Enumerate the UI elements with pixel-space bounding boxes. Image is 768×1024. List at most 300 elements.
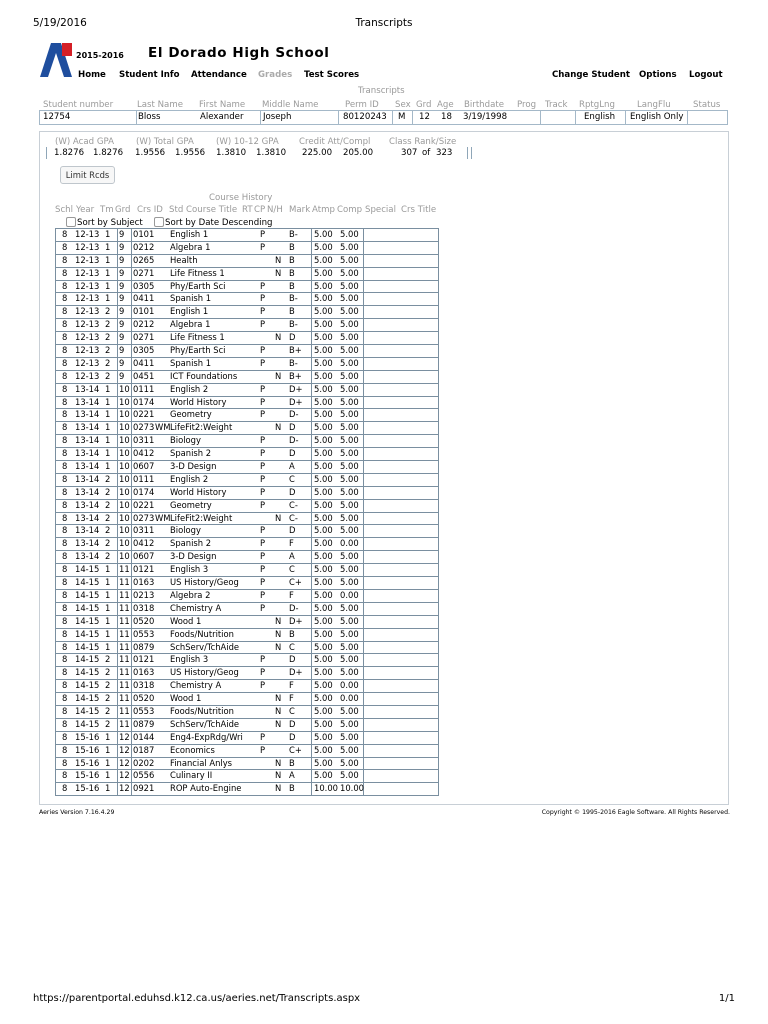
cell-course-title: English 3 [170,654,209,665]
cell-schl: 8 [62,538,68,549]
cell-nh: N [275,770,282,781]
cell-crs-id: 0553 [133,628,155,639]
col-special[interactable]: Special [365,205,396,215]
cell-crs-id: 0221 [133,499,155,510]
cell-comp: 5.00 [340,409,359,420]
cell-tm: 1 [105,783,111,794]
cell-course-title: World History [170,396,227,407]
cell-cp: P [260,306,266,317]
cell-tm: 2 [105,538,111,549]
table-row [56,473,438,486]
cell-tm: 1 [105,589,111,600]
course-history-title: Course History [209,193,273,203]
cell-schl: 8 [62,693,68,704]
cell-grd: 10 [119,409,130,420]
cell-atmp: 5.00 [314,293,333,304]
table-row [56,447,438,460]
cell-grd: 11 [119,602,130,613]
cell-course-title: US History/Geog [170,667,239,678]
cell-tm: 2 [105,332,111,343]
cell-crs-id: 0921 [133,783,155,794]
cell-grd: 9 [119,229,125,239]
cell-mark: B- [289,357,298,368]
cell-nh: N [275,783,282,794]
cell-tm: 1 [105,241,111,252]
nav-attendance[interactable]: Attendance [191,70,247,80]
cell-atmp: 5.00 [314,654,333,665]
cell-atmp: 5.00 [314,396,333,407]
cell-tm: 2 [105,654,111,665]
cell-atmp: 5.00 [314,473,333,484]
cell-crs-id: 0607 [133,551,155,562]
cell-atmp: 5.00 [314,332,333,343]
cell-cp: P [260,525,266,536]
cell-comp: 5.00 [340,280,359,291]
cell-grd: 11 [119,641,130,652]
cell-year: 13-14 [75,486,100,497]
table-row [56,653,438,666]
cell-comp: 5.00 [340,383,359,394]
col-crs-title[interactable]: Crs Title [401,205,437,215]
cell-schl: 8 [62,667,68,678]
cell-course-title: Eng4-ExpRdg/Wri [170,731,243,742]
cell-tm: 1 [105,254,111,265]
cell-mark: A [289,461,295,472]
cell-course-title: Phy/Earth Sci [170,345,226,356]
cell-cp: P [260,499,266,510]
cell-crs-id: 0174 [133,486,155,497]
cell-mark: D+ [289,615,303,626]
hdr-last-name: Last Name [137,100,183,110]
cell-grd: 10 [119,422,130,433]
cell-schl: 8 [62,744,68,755]
cell-atmp: 5.00 [314,409,333,420]
cell-crs-id: 0174 [133,396,155,407]
cell-comp: 5.00 [340,512,359,523]
cell-mark: D [289,525,296,536]
cell-tm: 1 [105,383,111,394]
cell-mark: B [289,267,295,278]
cell-mark: A [289,551,295,562]
cell-course-title: World History [170,486,227,497]
hdr-total-gpa: (W) Total GPA [136,137,194,147]
table-row [56,499,438,512]
col-grd[interactable]: Grd [115,205,131,215]
print-title: Transcripts [355,17,413,29]
cell-course-title: Geometry [170,499,212,510]
grade: 12 [419,112,430,122]
cell-atmp: 5.00 [314,383,333,394]
class-size: 323 [436,148,453,158]
cell-atmp: 5.00 [314,577,333,588]
cell-mark: D [289,332,296,343]
cell-course-title: 3-D Design [170,461,217,472]
table-row [56,267,438,280]
cell-tm: 2 [105,667,111,678]
cell-grd: 9 [119,345,125,356]
cell-comp: 5.00 [340,564,359,575]
limit-records-button[interactable]: Limit Rcds [60,166,115,184]
cell-comp: 5.00 [340,718,359,729]
cell-grd: 12 [119,757,130,768]
cell-crs-id: 0271 [133,267,155,278]
col-crs-id[interactable]: Crs ID [137,205,163,215]
cell-course-title: Foods/Nutrition [170,628,234,639]
cell-grd: 9 [119,332,125,343]
table-row [56,357,438,370]
cell-year: 14-15 [75,615,100,626]
cell-tm: 1 [105,564,111,575]
nav-student-info[interactable]: Student Info [119,70,180,80]
cell-mark: D- [289,409,299,420]
cell-mark: D+ [289,383,303,394]
cell-schl: 8 [62,370,68,381]
cell-cp: P [260,293,266,304]
hdr-rptglng: RptgLng [579,100,615,110]
cell-tm: 1 [105,757,111,768]
cell-comp: 5.00 [340,241,359,252]
nav-home[interactable]: Home [78,70,106,80]
cell-cp: P [260,241,266,252]
table-row [56,550,438,563]
cell-crs-id: 0556 [133,770,155,781]
col-nh[interactable]: N/H [267,205,283,215]
cell-year: 12-13 [75,370,100,381]
table-row [56,280,438,293]
cell-schl: 8 [62,422,68,433]
col-cp[interactable]: CP [254,205,266,215]
cell-grd: 11 [119,615,130,626]
cell-schl: 8 [62,409,68,420]
cell-course-title: Wood 1 [170,615,202,626]
gpa-1012-weighted: 1.3810 [216,148,247,158]
nav-logout[interactable]: Logout [689,70,723,80]
cell-comp: 5.00 [340,731,359,742]
cell-comp: 5.00 [340,641,359,652]
cell-cp: P [260,577,266,588]
table-row [56,692,438,705]
table-row [56,512,438,525]
course-history-table [55,228,439,796]
cell-schl: 8 [62,435,68,446]
cell-schl: 8 [62,551,68,562]
cell-grd: 9 [119,280,125,291]
col-rt[interactable]: RT [242,205,253,215]
cell-year: 12-13 [75,254,100,265]
table-row [56,537,438,550]
cell-atmp: 5.00 [314,718,333,729]
cell-nh: N [275,254,282,265]
cell-crs-id: 0212 [133,241,155,252]
cell-grd: 10 [119,538,130,549]
cell-course-title: Spanish 2 [170,538,212,549]
cell-cp: P [260,654,266,665]
cell-crs-id: 0187 [133,744,155,755]
cell-schl: 8 [62,654,68,665]
cell-crs-id: 0553 [133,705,155,716]
table-row [56,331,438,344]
cell-nh: N [275,422,282,433]
hdr-langflu: LangFlu [637,100,671,110]
cell-cp: P [260,280,266,291]
cell-atmp: 5.00 [314,538,333,549]
col-comp[interactable]: Comp [337,205,363,215]
cell-tm: 2 [105,345,111,356]
cell-schl: 8 [62,680,68,691]
cell-crs-id: 0412 [133,538,155,549]
cell-cp: P [260,383,266,394]
hdr-class-rank: Class Rank/Size [389,137,457,147]
table-row [56,563,438,576]
cell-mark: D [289,422,296,433]
cell-crs-id: 0265 [133,254,155,265]
cell-comp: 0.00 [340,538,359,549]
cell-atmp: 5.00 [314,551,333,562]
sort-date-checkbox[interactable] [154,217,164,227]
nav-test-scores[interactable]: Test Scores [304,70,360,80]
cell-year: 12-13 [75,345,100,356]
cell-cp: P [260,744,266,755]
cell-crs-id: 0607 [133,461,155,472]
total-gpa: 1.9556 [175,148,206,158]
cell-course-title: SchServ/TchAide [170,718,240,729]
cell-grd: 10 [119,512,130,523]
cell-course-title: Health [170,254,198,265]
cell-schl: 8 [62,241,68,252]
table-row [56,434,438,447]
cell-mark: B+ [289,370,302,381]
cell-nh: N [275,267,282,278]
cell-course-title: English 1 [170,306,209,317]
birthdate: 3/19/1998 [463,112,508,122]
cell-tm: 1 [105,577,111,588]
cell-mark: B [289,241,295,252]
cell-tm: 2 [105,319,111,330]
cell-cp: P [260,357,266,368]
cell-atmp: 5.00 [314,602,333,613]
cell-course-title: Algebra 1 [170,241,211,252]
cell-cp: P [260,551,266,562]
cell-crs-id: 0273 [133,422,155,433]
cell-comp: 5.00 [340,229,359,239]
cell-tm: 1 [105,293,111,304]
table-row [56,628,438,641]
cell-mark: F [289,693,294,704]
cell-atmp: 5.00 [314,589,333,600]
hdr-student-number: Student number [43,100,114,110]
col-atmp[interactable]: Atmp [312,205,335,215]
cell-mark: F [289,680,294,691]
cell-schl: 8 [62,628,68,639]
cell-mark: D [289,486,296,497]
credit-attempted: 225.00 [302,148,333,158]
cell-schl: 8 [62,486,68,497]
student-number: 12754 [43,112,71,122]
cell-year: 14-15 [75,602,100,613]
cell-schl: 8 [62,383,68,394]
cell-grd: 12 [119,731,130,742]
cell-grd: 9 [119,370,125,381]
cell-schl: 8 [62,267,68,278]
cell-tm: 2 [105,370,111,381]
cell-mark: B [289,783,295,794]
col-mark[interactable]: Mark [289,205,311,215]
col-tm[interactable]: Tm [100,205,114,215]
table-row [56,421,438,434]
language-fluency: English Only [630,112,684,122]
cell-grd: 9 [119,319,125,330]
cell-comp: 5.00 [340,345,359,356]
cell-atmp: 5.00 [314,564,333,575]
table-row [56,602,438,615]
cell-mark: D [289,448,296,459]
hdr-grd: Grd [416,100,432,110]
cell-atmp: 5.00 [314,448,333,459]
cell-schl: 8 [62,306,68,317]
cell-tm: 1 [105,602,111,613]
cell-comp: 5.00 [340,486,359,497]
cell-mark: C- [289,499,298,510]
cell-comp: 5.00 [340,332,359,343]
acad-gpa-weighted: 1.8276 [54,148,85,158]
cell-course-title: Life Fitness 1 [170,332,225,343]
cell-cp: P [260,486,266,497]
cell-comp: 5.00 [340,267,359,278]
table-row [56,731,438,744]
total-gpa-weighted: 1.9556 [135,148,166,158]
cell-mark: B [289,628,295,639]
cell-mark: D+ [289,396,303,407]
cell-crs-id: 0311 [133,525,155,536]
cell-grd: 11 [119,667,130,678]
cell-year: 14-15 [75,680,100,691]
cell-crs-id: 0411 [133,357,155,368]
cell-year: 14-15 [75,667,100,678]
cell-grd: 11 [119,680,130,691]
cell-schl: 8 [62,589,68,600]
cell-tm: 1 [105,770,111,781]
table-row [56,782,438,795]
cell-crs-id: 0202 [133,757,155,768]
cell-nh: N [275,332,282,343]
hdr-acad-gpa: (W) Acad GPA [55,137,115,147]
table-row [56,383,438,396]
copyright-text: Copyright © 1995-2016 Eagle Software. All Rights Reserved. [541,809,730,816]
cell-course-title: Chemistry A [170,602,222,613]
rank-of: of [422,148,431,158]
hdr-credit: Credit Att/Compl [299,137,371,147]
col-course-title[interactable]: Course Title [186,205,238,215]
cell-grd: 9 [119,357,125,368]
cell-crs-id: 0163 [133,667,155,678]
cell-comp: 5.00 [340,525,359,536]
cell-tm: 1 [105,461,111,472]
cell-comp: 5.00 [340,667,359,678]
cell-comp: 0.00 [340,680,359,691]
sort-subject-checkbox[interactable] [66,217,76,227]
nav-change-student[interactable]: Change Student [552,70,630,80]
cell-atmp: 5.00 [314,641,333,652]
cell-crs-id: 0311 [133,435,155,446]
cell-atmp: 5.00 [314,693,333,704]
cell-comp: 5.00 [340,396,359,407]
cell-cp: P [260,538,266,549]
cell-mark: C+ [289,744,302,755]
cell-nh: N [275,512,282,523]
print-page-number: 1/1 [718,993,735,1004]
cell-comp: 5.00 [340,357,359,368]
cell-schl: 8 [62,345,68,356]
table-row [56,705,438,718]
cell-nh: N [275,641,282,652]
cell-schl: 8 [62,602,68,613]
col-schl[interactable]: Schl [55,205,74,215]
cell-schl: 8 [62,731,68,742]
col-year[interactable]: Year [76,205,95,215]
cell-course-title: Chemistry A [170,680,222,691]
table-row [56,769,438,782]
student-info-row [39,110,728,125]
cell-comp: 0.00 [340,589,359,600]
nav-options[interactable]: Options [639,70,677,80]
cell-course-title: Biology [170,435,201,446]
nav-grades[interactable]: Grades [258,70,293,80]
cell-crs-id: 0163 [133,577,155,588]
cell-course-title: Spanish 1 [170,357,212,368]
cell-cp: P [260,564,266,575]
cell-comp: 5.00 [340,757,359,768]
cell-grd: 10 [119,551,130,562]
cell-grd: 10 [119,435,130,446]
hdr-age: Age [437,100,454,110]
table-row [56,576,438,589]
cell-mark: D [289,654,296,665]
cell-atmp: 5.00 [314,422,333,433]
table-row [56,615,438,628]
cell-grd: 9 [119,241,125,252]
cell-course-title: Algebra 2 [170,589,211,600]
cell-atmp: 5.00 [314,680,333,691]
col-std[interactable]: Std [169,205,184,215]
cell-tm: 2 [105,680,111,691]
cell-crs-id: 0411 [133,293,155,304]
cell-cp: P [260,602,266,613]
cell-cp: P [260,409,266,420]
cell-year: 13-14 [75,422,100,433]
cell-tm: 1 [105,448,111,459]
cell-mark: F [289,538,294,549]
cell-tm: 2 [105,705,111,716]
gpa-values [0,148,768,159]
hdr-perm-id: Perm ID [345,100,379,110]
cell-year: 13-14 [75,473,100,484]
cell-comp: 5.00 [340,770,359,781]
cell-year: 12-13 [75,306,100,317]
cell-crs-id: 0879 [133,641,155,652]
cell-tm: 2 [105,512,111,523]
hdr-sex: Sex [395,100,411,110]
cell-tm: 2 [105,499,111,510]
cell-crs-id: 0451 [133,370,155,381]
cell-course-title: ICT Foundations [170,370,238,381]
cell-nh: N [275,615,282,626]
cell-schl: 8 [62,332,68,343]
table-row [56,292,438,305]
cell-year: 14-15 [75,577,100,588]
hdr-1012-gpa: (W) 10-12 GPA [216,137,279,147]
cell-mark: C+ [289,577,302,588]
cell-crs-id: 0305 [133,345,155,356]
